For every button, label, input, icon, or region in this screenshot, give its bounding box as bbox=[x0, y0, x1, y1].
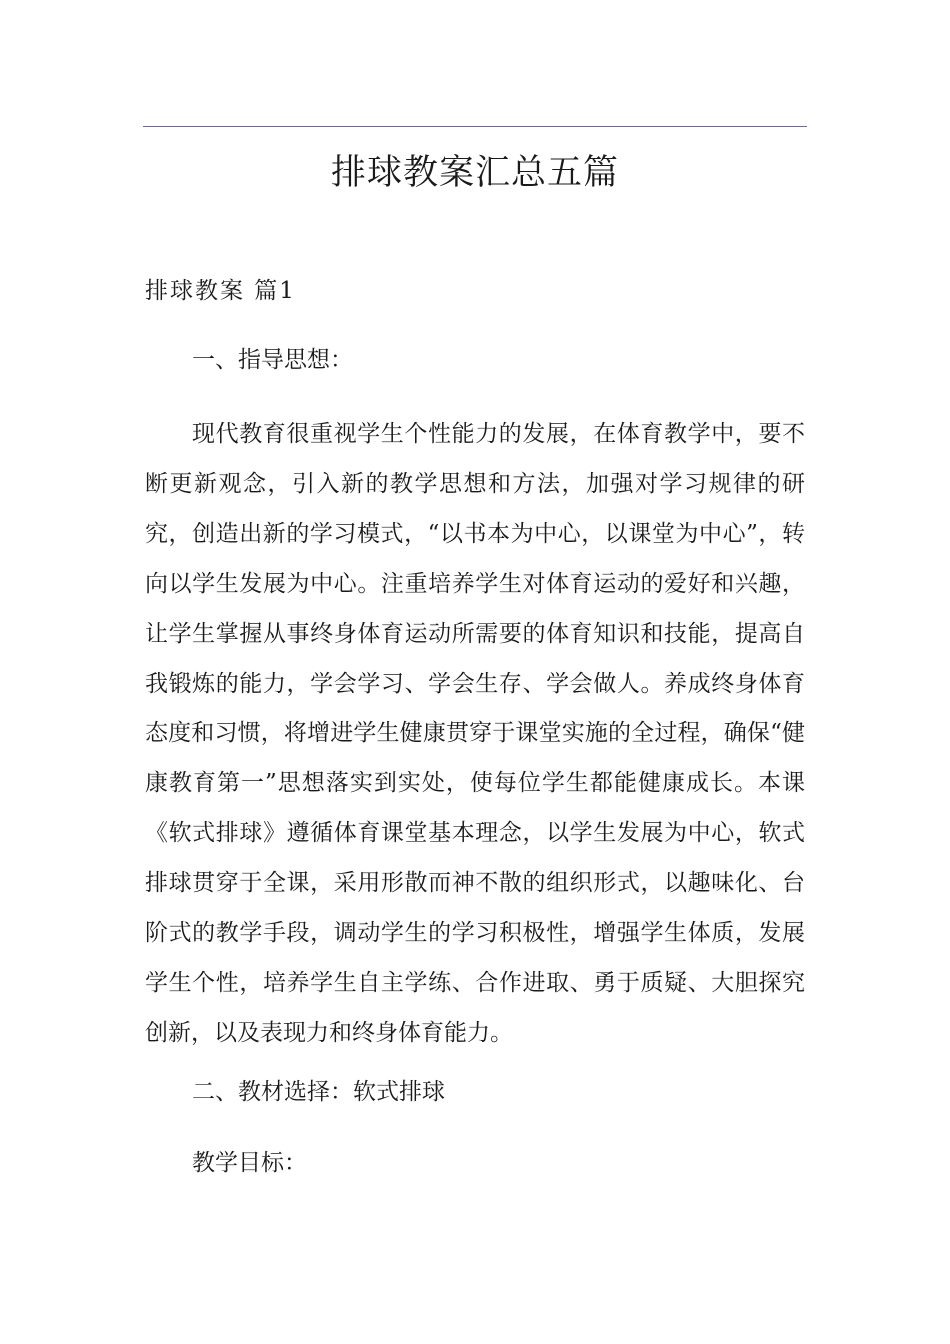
heading-guiding-ideology: 一、指导思想： bbox=[192, 347, 353, 373]
top-divider bbox=[143, 126, 807, 127]
document-title: 排球教案汇总五篇 bbox=[330, 153, 619, 193]
section-heading: 排球教案 篇1 bbox=[145, 278, 296, 304]
paragraph-guiding-ideology: 现代教育很重视学生个性能力的发展，在体育教学中，要不断更新观念，引入新的教学思想和方法，加强对学习规律的研究，创造出新的学习模式，“以书本为中心，以课堂为中心”，转向以学生发展为中心。注重培养学生对体育运动的爱好和兴趣，让学生掌握从事终身体育运动所需要的体育知识和技能，提高自我锻炼的能力，学会学习、学会生存、学会做人。养成终身体育态度和习惯，将增进学生健康贯穿于课堂实施的全过程，确保“健康教育第一”思想落实到实处，使每位学生都能健康成长。本课《软式排球》遵循体育课堂基本理念，以学生发展为中心，软式排球贯穿于全课，采用形散而神不散的组织形式，以趣味化、台阶式的教学手段，调动学生的学习积极性，增强学生体质，发展学生个性，培养学生自主学练、合作进取、勇于质疑、大胆探究创新，以及表现力和终身体育能力。 bbox=[145, 421, 805, 1046]
heading-teaching-objectives: 教学目标： bbox=[192, 1150, 307, 1176]
heading-material-selection: 二、教材选择：软式排球 bbox=[192, 1079, 445, 1105]
